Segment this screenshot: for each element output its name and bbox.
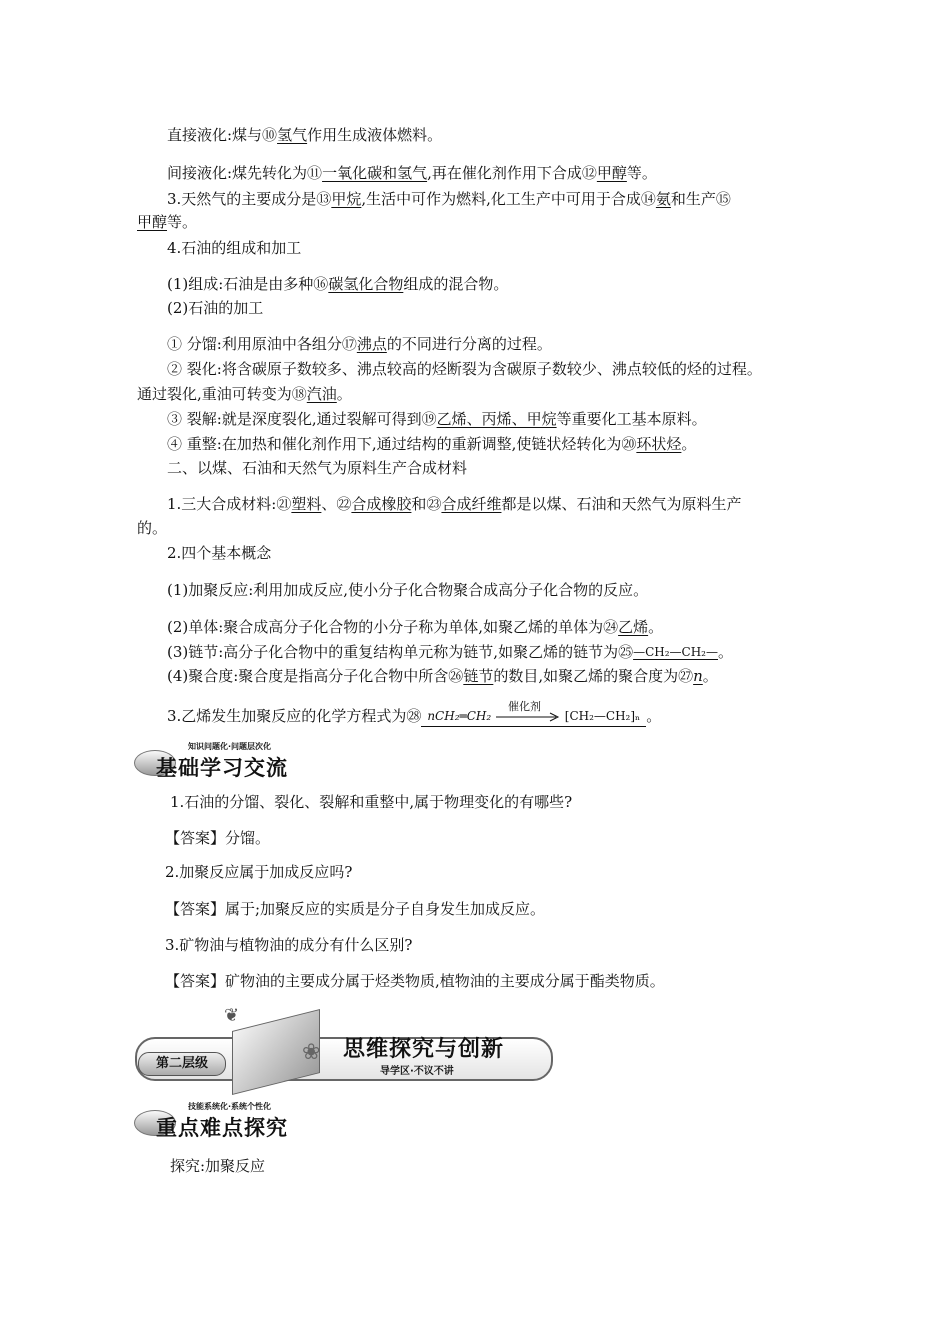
line-pyrolysis: ③ 裂解:就是深度裂化,通过裂解可得到⑲乙烯、丙烯、甲烷等重要化工基本原料。 xyxy=(167,410,707,428)
plant-icon: ❀ xyxy=(302,1040,321,1065)
question-3: 3.矿物油与植物油的成分有什么区别? xyxy=(165,936,413,954)
line-natural-gas-cont: 甲醇等。 xyxy=(137,213,198,231)
catalyst-label: 催化剂 xyxy=(507,700,541,713)
line-monomer: (2)单体:聚合成高分子化合物的小分子称为单体,如聚乙烯的单体为㉔乙烯。 xyxy=(167,618,664,636)
line-chain-unit: (3)链节:高分子化合物中的重复结构单元称为链节,如聚乙烯的链节为㉕—CH₂—CH₂—。 xyxy=(167,643,734,661)
line-section-two: 二、以煤、石油和天然气为原料生产合成材料 xyxy=(167,459,468,477)
line-cracking-cont: 通过裂化,重油可转变为⑱汽油。 xyxy=(137,385,352,403)
line-addition-polymerization: (1)加聚反应:利用加成反应,使小分子化合物聚合成高分子化合物的反应。 xyxy=(167,581,649,599)
line-reforming: ④ 重整:在加热和催化剂作用下,通过结构的重新调整,使链状烃转化为⑳环状烃。 xyxy=(167,435,697,453)
line-concepts: 2.四个基本概念 xyxy=(167,544,272,562)
line-degree: (4)聚合度:聚合度是指高分子化合物中所含㉖链节的数目,如聚乙烯的聚合度为㉗n。 xyxy=(167,667,718,685)
line-composition: (1)组成:石油是由多种⑯碳氢化合物组成的混合物。 xyxy=(167,275,509,293)
level-badge: 第二层级 xyxy=(138,1052,226,1076)
section-header-basic: 知识问题化·问题层次化 基础学习交流 xyxy=(134,740,334,782)
reaction-arrow-icon xyxy=(496,712,560,722)
line-fractionation: ① 分馏:利用原油中各组分⑰沸点的不同进行分离的过程。 xyxy=(167,335,552,353)
line-materials-cont: 的。 xyxy=(137,519,168,537)
butterfly-icon: ❦ xyxy=(224,1005,240,1026)
question-1: 1.石油的分馏、裂化、裂解和重整中,属于物理变化的有哪些? xyxy=(170,793,573,811)
banner-subtitle: 导学区·不议不讲 xyxy=(380,1066,454,1077)
answer-2: 【答案】属于;加聚反应的实质是分子自身发生加成反应。 xyxy=(165,900,546,918)
banner-title: 思维探究与创新 xyxy=(343,1037,505,1062)
answer-1: 【答案】分馏。 xyxy=(165,829,271,847)
line-petroleum-heading: 4.石油的组成和加工 xyxy=(167,239,302,257)
line-indirect-liquefaction: 间接液化:煤先转化为⑪一氧化碳和氢气,再在催化剂作用下合成⑫甲醇等。 xyxy=(167,164,657,182)
line-cracking: ② 裂化:将含碳原子数较多、沸点较高的烃断裂为含碳原子数较少、沸点较低的烃的过程。 xyxy=(167,360,762,378)
explore-topic: 探究:加聚反应 xyxy=(170,1157,266,1175)
section-header-key-points: 技能系统化·系统个性化 重点难点探究 xyxy=(134,1100,334,1142)
line-equation: 3.乙烯发生加聚反应的化学方程式为㉘ nCH₂═CH₂ 催化剂 [CH₂—CH₂]ₙ 。 xyxy=(167,706,661,727)
line-materials: 1.三大合成材料:㉑塑料、㉒合成橡胶和㉓合成纤维都是以煤、石油和天然气为原料生产 xyxy=(167,495,742,513)
question-2: 2.加聚反应属于加成反应吗? xyxy=(165,863,353,881)
line-natural-gas: 3.天然气的主要成分是⑬甲烷,生活中可作为燃料,化工生产中可用于合成⑭氨和生产⑮ xyxy=(167,190,731,208)
line-processing: (2)石油的加工 xyxy=(167,299,264,317)
line-direct-liquefaction: 直接液化:煤与⑩氢气作用生成液体燃料。 xyxy=(167,126,443,144)
answer-3: 【答案】矿物油的主要成分属于烃类物质,植物油的主要成分属于酯类物质。 xyxy=(165,972,665,990)
